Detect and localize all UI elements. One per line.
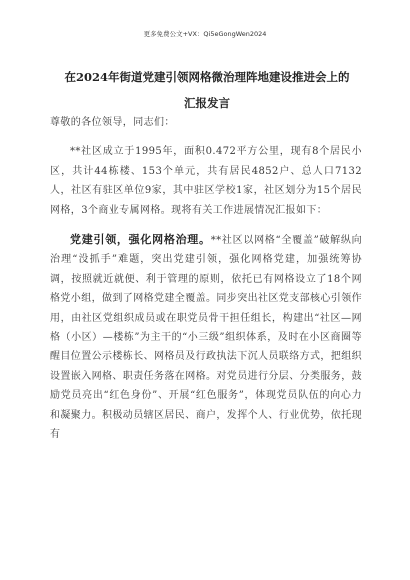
- header-note: 更多免费公文+VX：Qi5eGongWen2024: [143, 30, 267, 38]
- paragraph-intro: **社区成立于1995年，面积0.472平方公里，现有8个居民小区，共计44栋楼、153个单元，共有居民4852户、总人口7132人，社区有驻区单位9家，其中驻区学校1家，社区划分为15个居民网格，3个商业专属网格。现将有关工作进展情况汇报如下：: [50, 146, 362, 216]
- document-body: [50, 113, 362, 445]
- section-heading: 党建引领，强化网格治理。: [70, 233, 211, 247]
- document-title: 在2024年街道党建引领网格微治理阵地建设推进会上的汇报发言: [64, 70, 350, 110]
- salutation: 尊敬的各位领导，同志们：: [50, 117, 175, 128]
- section-body: **社区以网格“全覆盖”破解纵向治理“没抓手”难题，突出党建引领，强化网格党建，加强统筹协调，按照就近就便、利于管理的原则，依托已有网格设立了18个网格党小组，做到了网格党建全覆盖。同步突出社区党支部核心引领作用，由社区党组织成员或在职党员骨干担任组长，构建出“社区—网格（小区）—楼栋”为主干的“小三级”组织体系，及时在小区商圈等醒目位置公示楼栋长、网格员及行政执法下沉人员联络方式，把组织设置嵌入网格、职责任务落在网格。对党员进行分层、分类服务，鼓励党员亮出“红色身份”、开展“红色服务”，体现党员队伍的向心力和凝聚力。积极动员辖区居民、商户，发挥个人、行业优势，依托现有: [50, 235, 363, 441]
- paragraph-section-1: [50, 230, 362, 444]
